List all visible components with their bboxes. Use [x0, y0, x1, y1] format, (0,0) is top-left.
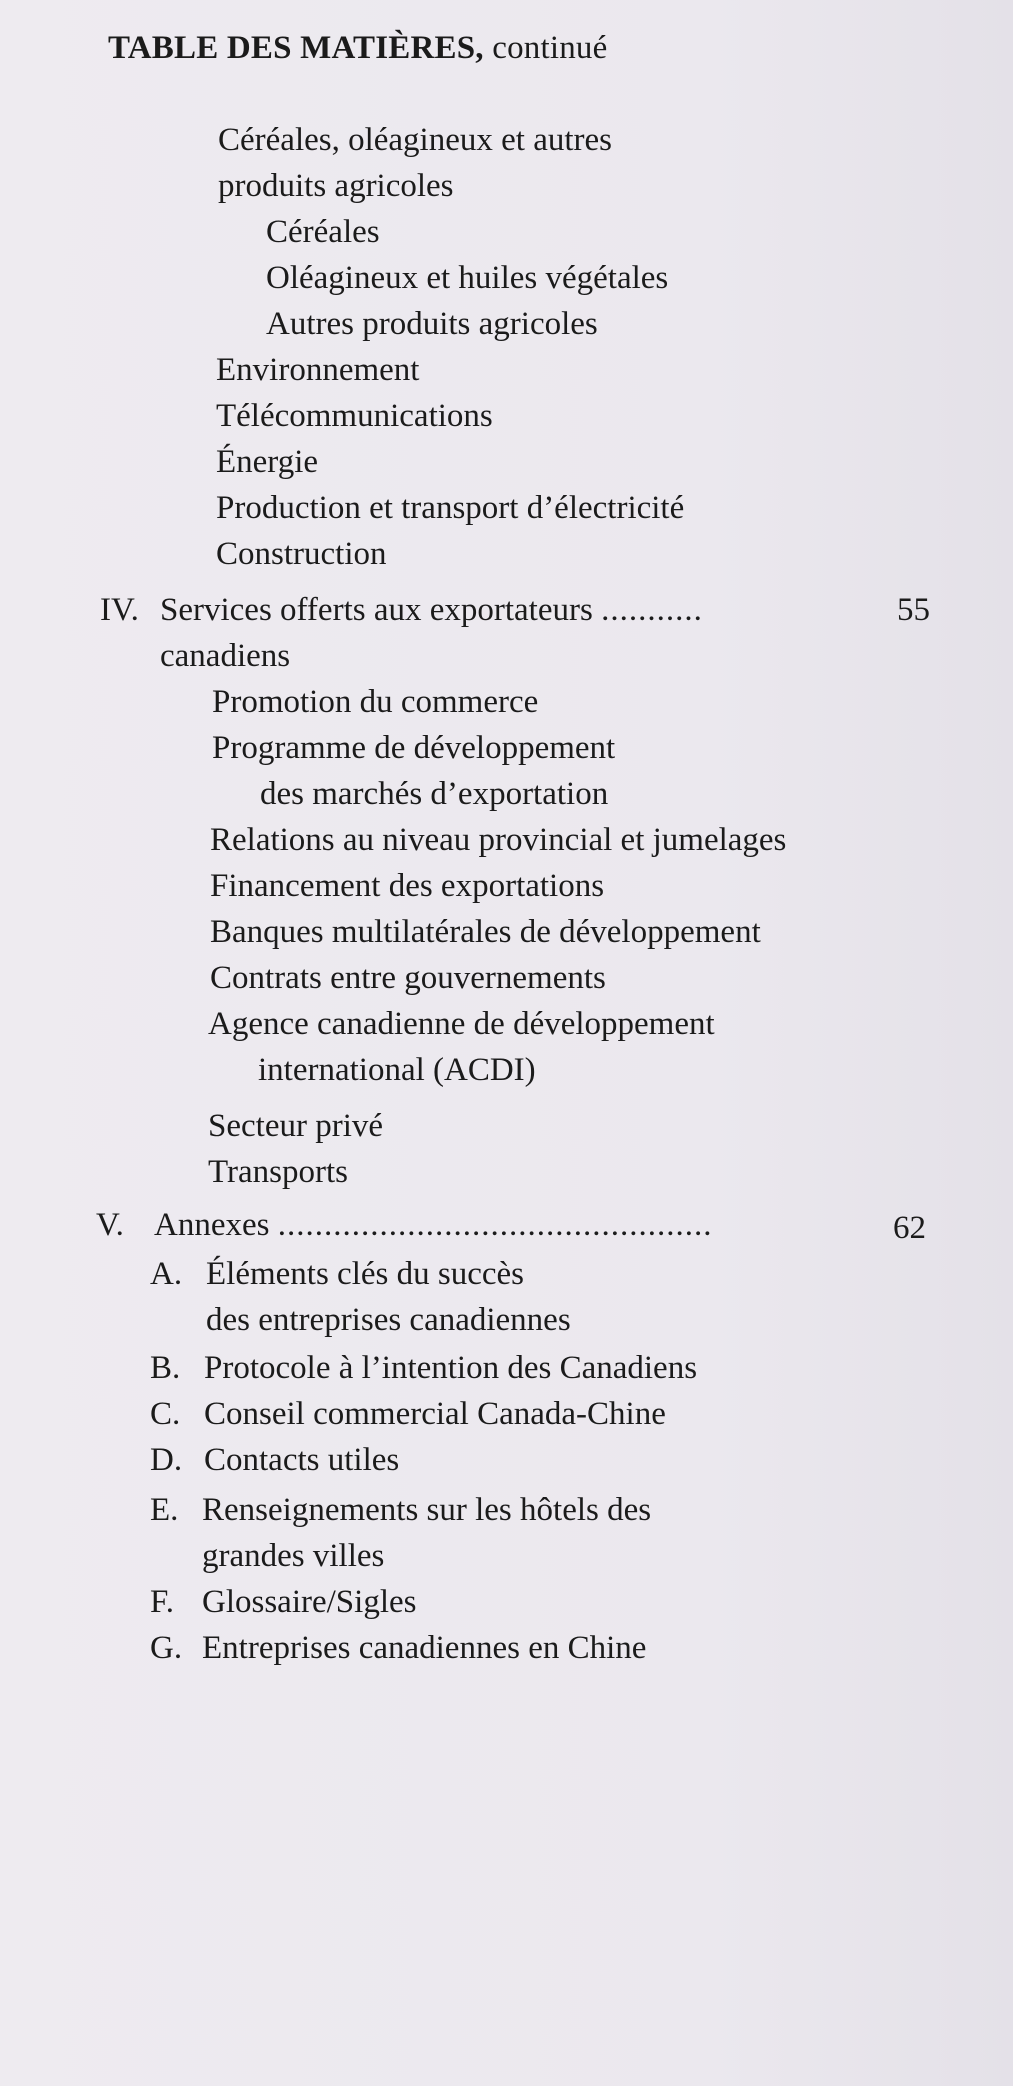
annex-letter: D.	[150, 1442, 183, 1478]
section-title	[160, 590, 703, 630]
toc-entry: Énergie	[216, 444, 319, 480]
toc-entry: Production et transport d’électricité	[216, 490, 685, 526]
annex-letter: B.	[150, 1350, 181, 1386]
leader-dots: ...........	[601, 592, 703, 628]
toc-entry: Banques multilatérales de développement	[210, 914, 761, 950]
page-number: 62	[893, 1210, 926, 1246]
toc-entry: Environnement	[216, 352, 420, 388]
toc-entry: Relations au niveau provincial et jumelages	[210, 822, 787, 858]
annex-entry: Conseil commercial Canada-Chine	[204, 1396, 666, 1432]
toc-entry: Contrats entre gouvernements	[210, 960, 606, 996]
toc-entry: Céréales	[266, 214, 380, 250]
toc-entry: Construction	[216, 536, 387, 572]
annex-letter: A.	[150, 1256, 183, 1292]
toc-entry: Transports	[208, 1154, 348, 1190]
toc-entry: Financement des exportations	[210, 868, 605, 904]
toc-entry: international (ACDI)	[258, 1052, 536, 1088]
section-title-cont: canadiens	[160, 638, 291, 674]
annex-entry: Glossaire/Sigles	[202, 1584, 417, 1620]
annex-letter: E.	[150, 1492, 179, 1528]
annex-entry: Renseignements sur les hôtels des	[202, 1492, 652, 1528]
annex-entry: Protocole à l’intention des Canadiens	[204, 1350, 698, 1386]
header-suffix: continué	[492, 30, 608, 66]
section-title-text: Services offerts aux exportateurs	[160, 592, 593, 628]
header-title: TABLE DES MATIÈRES,	[108, 30, 484, 66]
annex-entry: Entreprises canadiennes en Chine	[202, 1630, 647, 1666]
section-number: V.	[96, 1207, 124, 1243]
annex-entry: Éléments clés du succès	[206, 1256, 524, 1292]
leader-dots: ...............................................	[277, 1207, 713, 1243]
toc-entry: produits agricoles	[218, 168, 454, 204]
toc-entry: Secteur privé	[208, 1108, 384, 1144]
annex-letter: F.	[150, 1584, 174, 1620]
toc-entry: Promotion du commerce	[212, 684, 539, 720]
toc-entry: Agence canadienne de développement	[208, 1006, 715, 1042]
annex-entry-cont: des entreprises canadiennes	[206, 1302, 571, 1338]
toc-entry: des marchés d’exportation	[260, 776, 609, 812]
toc-entry: Autres produits agricoles	[266, 306, 598, 342]
toc-entry: Céréales, oléagineux et autres	[218, 122, 612, 158]
page-number: 55	[897, 592, 930, 628]
annex-letter: C.	[150, 1396, 181, 1432]
toc-entry: Programme de développement	[212, 730, 616, 766]
annex-entry-cont: grandes villes	[202, 1538, 385, 1574]
toc-entry: Oléagineux et huiles végétales	[266, 260, 669, 296]
annex-entry: Contacts utiles	[204, 1442, 400, 1478]
section-title-text: Annexes	[154, 1207, 270, 1243]
toc-entry: Télécommunications	[216, 398, 493, 434]
section-title	[154, 1205, 712, 1245]
section-number: IV.	[100, 592, 139, 628]
page-header	[108, 30, 607, 67]
annex-letter: G.	[150, 1630, 183, 1666]
